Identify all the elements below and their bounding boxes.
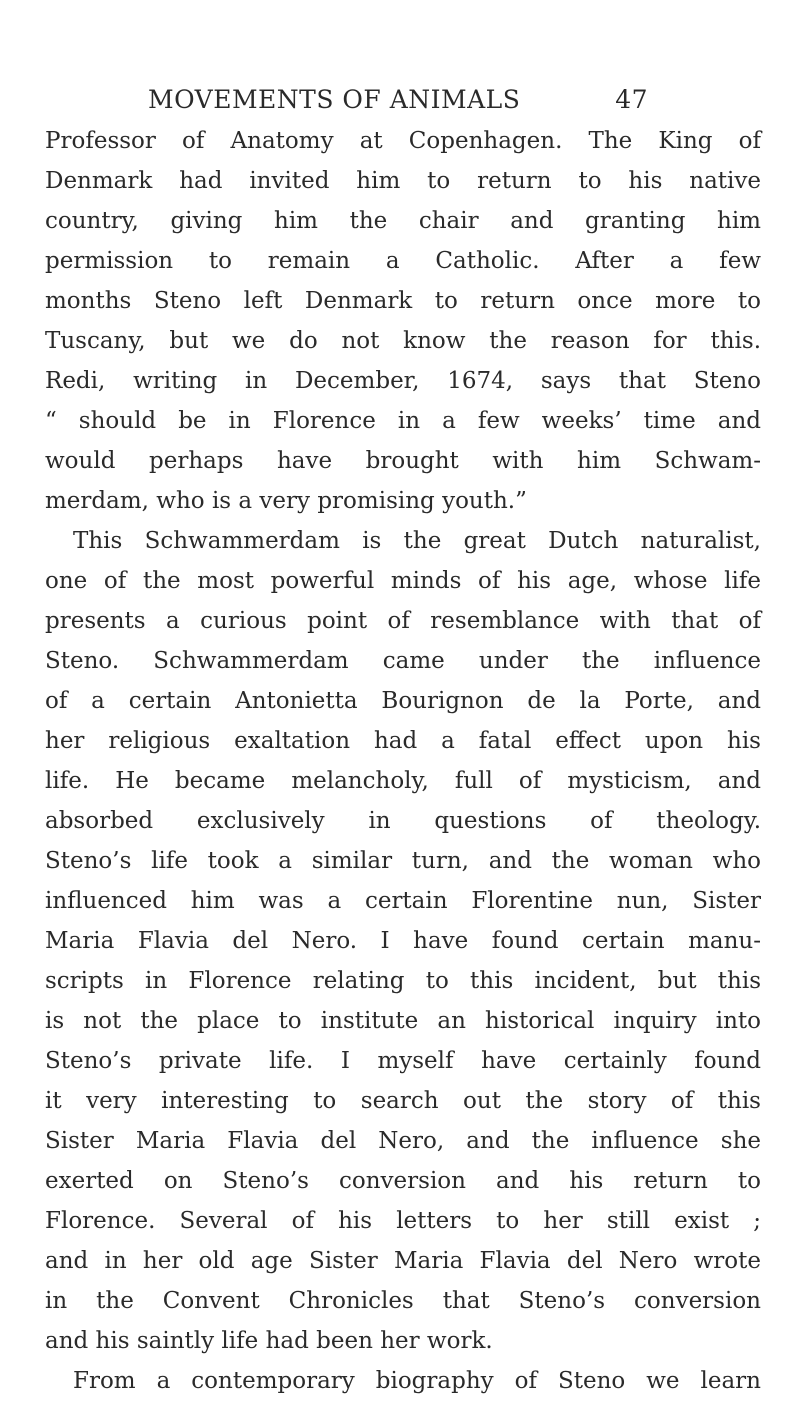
text-line: is not the place to institute an historical inquiry into xyxy=(45,1008,761,1034)
text-line: Steno. Schwammerdam came under the influence xyxy=(45,648,761,674)
text-line: it very interesting to search out the story of this xyxy=(45,1088,761,1114)
running-head xyxy=(148,80,648,120)
page-number: 47 xyxy=(615,85,648,114)
text-line-paragraph-start: From a contemporary biography of Steno we learn xyxy=(73,1368,761,1394)
text-line: Redi, writing in December, 1674, says that Steno xyxy=(45,368,761,394)
text-line: Maria Flavia del Nero. I have found certain manu- xyxy=(45,928,761,954)
text-line: Tuscany, but we do not know the reason for this. xyxy=(45,328,761,354)
text-line: her religious exaltation had a fatal effect upon his xyxy=(45,728,761,754)
text-line: Florence. Several of his letters to her still exist ; xyxy=(45,1208,761,1234)
text-line: exerted on Steno’s conversion and his return to xyxy=(45,1168,761,1194)
text-line: absorbed exclusively in questions of theology. xyxy=(45,808,761,834)
text-line: in the Convent Chronicles that Steno’s conversion xyxy=(45,1288,761,1314)
running-title: MOVEMENTS OF ANIMALS xyxy=(148,85,521,114)
text-line: Steno’s life took a similar turn, and the woman who xyxy=(45,848,761,874)
text-line: scripts in Florence relating to this incident, but this xyxy=(45,968,761,994)
text-line-paragraph-end: and his saintly life had been her work. xyxy=(45,1328,493,1354)
text-line: and in her old age Sister Maria Flavia del Nero wrote xyxy=(45,1248,761,1274)
text-line: one of the most powerful minds of his age, whose life xyxy=(45,568,761,594)
text-line: presents a curious point of resemblance with that of xyxy=(45,608,761,634)
text-line-paragraph-start: This Schwammerdam is the great Dutch naturalist, xyxy=(73,528,761,554)
text-line: permission to remain a Catholic. After a few xyxy=(45,248,761,274)
text-line-paragraph-end: merdam, who is a very promising youth.” xyxy=(45,488,527,514)
text-line: would perhaps have brought with him Schwam- xyxy=(45,448,761,474)
text-line: “ should be in Florence in a few weeks’ time and xyxy=(45,408,761,434)
text-line: influenced him was a certain Florentine nun, Sister xyxy=(45,888,761,914)
text-line: Professor of Anatomy at Copenhagen. The King of xyxy=(45,128,761,154)
text-line: life. He became melancholy, full of mysticism, and xyxy=(45,768,761,794)
text-line: months Steno left Denmark to return once more to xyxy=(45,288,761,314)
text-line: Sister Maria Flavia del Nero, and the influence she xyxy=(45,1128,761,1154)
text-line: of a certain Antonietta Bourignon de la Porte, and xyxy=(45,688,761,714)
body-text xyxy=(45,121,761,1401)
text-line: country, giving him the chair and granting him xyxy=(45,208,761,234)
text-line: Denmark had invited him to return to his native xyxy=(45,168,761,194)
text-line: Steno’s private life. I myself have certainly found xyxy=(45,1048,761,1074)
